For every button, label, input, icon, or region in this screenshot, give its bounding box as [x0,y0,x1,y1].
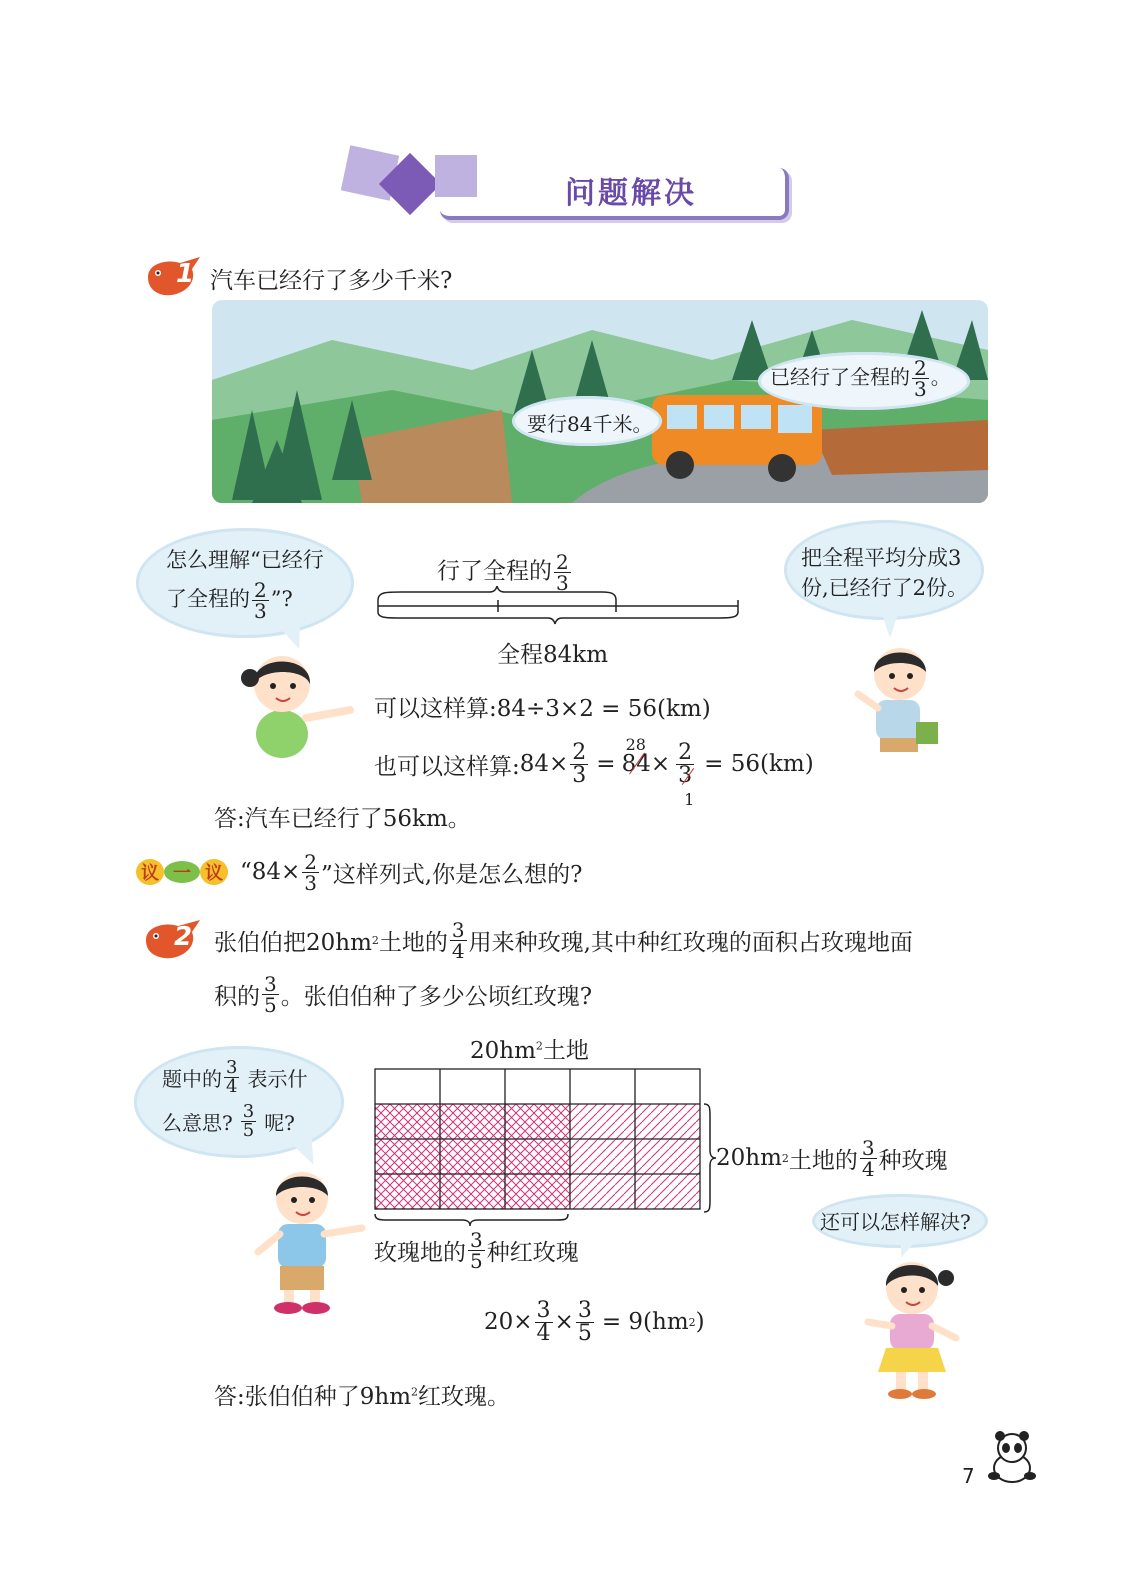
calc-method-1: 可以这样算:84÷3×2 = 56(km) [374,696,711,722]
girl-bubble-2-text: 还可以怎样解决? [820,1210,971,1234]
reduced-28: 28 [625,735,646,754]
boy-bubble-line2: 份,已经行了2份。 [801,576,969,600]
brace-right-label: 20hm 2 土地的 $\frac{3}{4}$ 种玫瑰 [716,1135,948,1181]
boy-bubble-line1: 把全程平均分成3 [801,546,962,570]
land-area-grid [372,1068,702,1214]
panda-icon [984,1430,1038,1486]
grid-title: $20hm^2$土地 [470,1038,589,1064]
discuss-tag-right: 议 [200,859,228,885]
diagram-bottom-label: 全程84km [497,642,609,668]
question-1-answer: 答:汽车已经行了56km。 [214,806,471,832]
fraction-2-3: $\frac{2}{3}$ [254,578,267,623]
page-number: 7 [962,1464,975,1488]
scene-bubble-right-prefix: 已经行了全程的 [770,365,910,389]
girl-bubble-line2: 了全程的 $\frac{2}{3}$ ”? [166,578,293,623]
boy-bubble-2-line2: 么意思? $\frac{3}{5}$ 呢? [162,1100,295,1141]
fraction-3-4: $\frac{3}{4}$ [861,1135,875,1181]
fraction-2-3: $\frac{2}{3}$ [556,550,569,595]
diagram-top-label: 行了全程的 $\frac{2}{3}$ [437,550,569,595]
boy-character-2 [250,1166,368,1316]
question-2-line1: 张伯伯把20hm 2 土地的 $\frac{3}{4}$ 用来种玫瑰,其中种红玫瑰的面积占玫瑰地面 [214,917,913,963]
question-2-tag [138,918,202,962]
scene-bubble-right-text [770,358,951,399]
reduced-1: 1 [684,789,695,809]
boy-bubble-tail [880,608,900,638]
question-1-text: 汽车已经行了多少千米? [210,268,453,294]
question-2-answer: 答:张伯伯种了$9hm^2$红玫瑰。 [214,1384,511,1410]
scene-bubble-left-text: 要行84千米。 [527,412,653,436]
boy-character [854,642,944,754]
fraction-3-4: $\frac{3}{4}$ [226,1056,238,1097]
discuss-tag-left: 议 [136,859,164,885]
fraction-3-4: $\frac{3}{4}$ [536,1297,551,1346]
calc-method-2: 也可以这样算: 84× $\frac{2}{3}$ = 84 28 × 2 3 1 = 56(km) [374,735,814,809]
question-1-tag [140,255,202,299]
discuss-tag-mid: 一 [164,861,200,883]
girl-bubble-line1: 怎么理解“已经行 [166,548,324,572]
section-title: 问题解决 [565,176,697,211]
cancelled-84: 84 28 [621,735,651,777]
question-2-line2: 积的 $\frac{3}{5}$ 。张伯伯种了多少公顷红玫瑰? [214,971,593,1017]
brace-bottom-label: 玫瑰地的 $\frac{3}{5}$ 种红玫瑰 [374,1227,579,1273]
question-1-number: 1 [176,259,195,289]
girl-character-2 [862,1254,962,1400]
fraction-3-4: $\frac{3}{4}$ [451,917,465,963]
question-2-calculation: 20× $\frac{3}{4}$ × $\frac{3}{5}$ = 9(hm 2 ) [484,1297,705,1346]
red-rose-area [375,1104,570,1209]
distance-line-diagram [372,586,744,626]
chili-badge-icon [138,918,202,962]
fraction-2-3: $\frac{2}{3}$ [304,849,318,895]
fraction-3-5: $\frac{3}{5}$ [264,971,277,1017]
discuss-tag [136,858,232,886]
girl-character [238,648,356,758]
fraction-3-5: $\frac{3}{5}$ [470,1227,483,1273]
fraction-3-5: $\frac{3}{5}$ [577,1297,592,1346]
fraction-2-3: $\frac{2}{3}$ [914,356,927,401]
discuss-text: “84× $\frac{2}{3}$ ”这样列式,你是怎么想的? [240,849,583,895]
fraction-2-3: $\frac{2}{3}$ [572,739,587,788]
boy-bubble-2-line1: 题中的 $\frac{3}{4}$ 表示什 [162,1056,308,1097]
question-2-number: 2 [174,922,193,952]
fraction-3-5: $\frac{3}{5}$ [242,1100,255,1141]
fraction-2-3-cancelled: 2 3 1 [678,739,695,809]
scene-bubble-right-suffix: 。 [930,365,951,389]
